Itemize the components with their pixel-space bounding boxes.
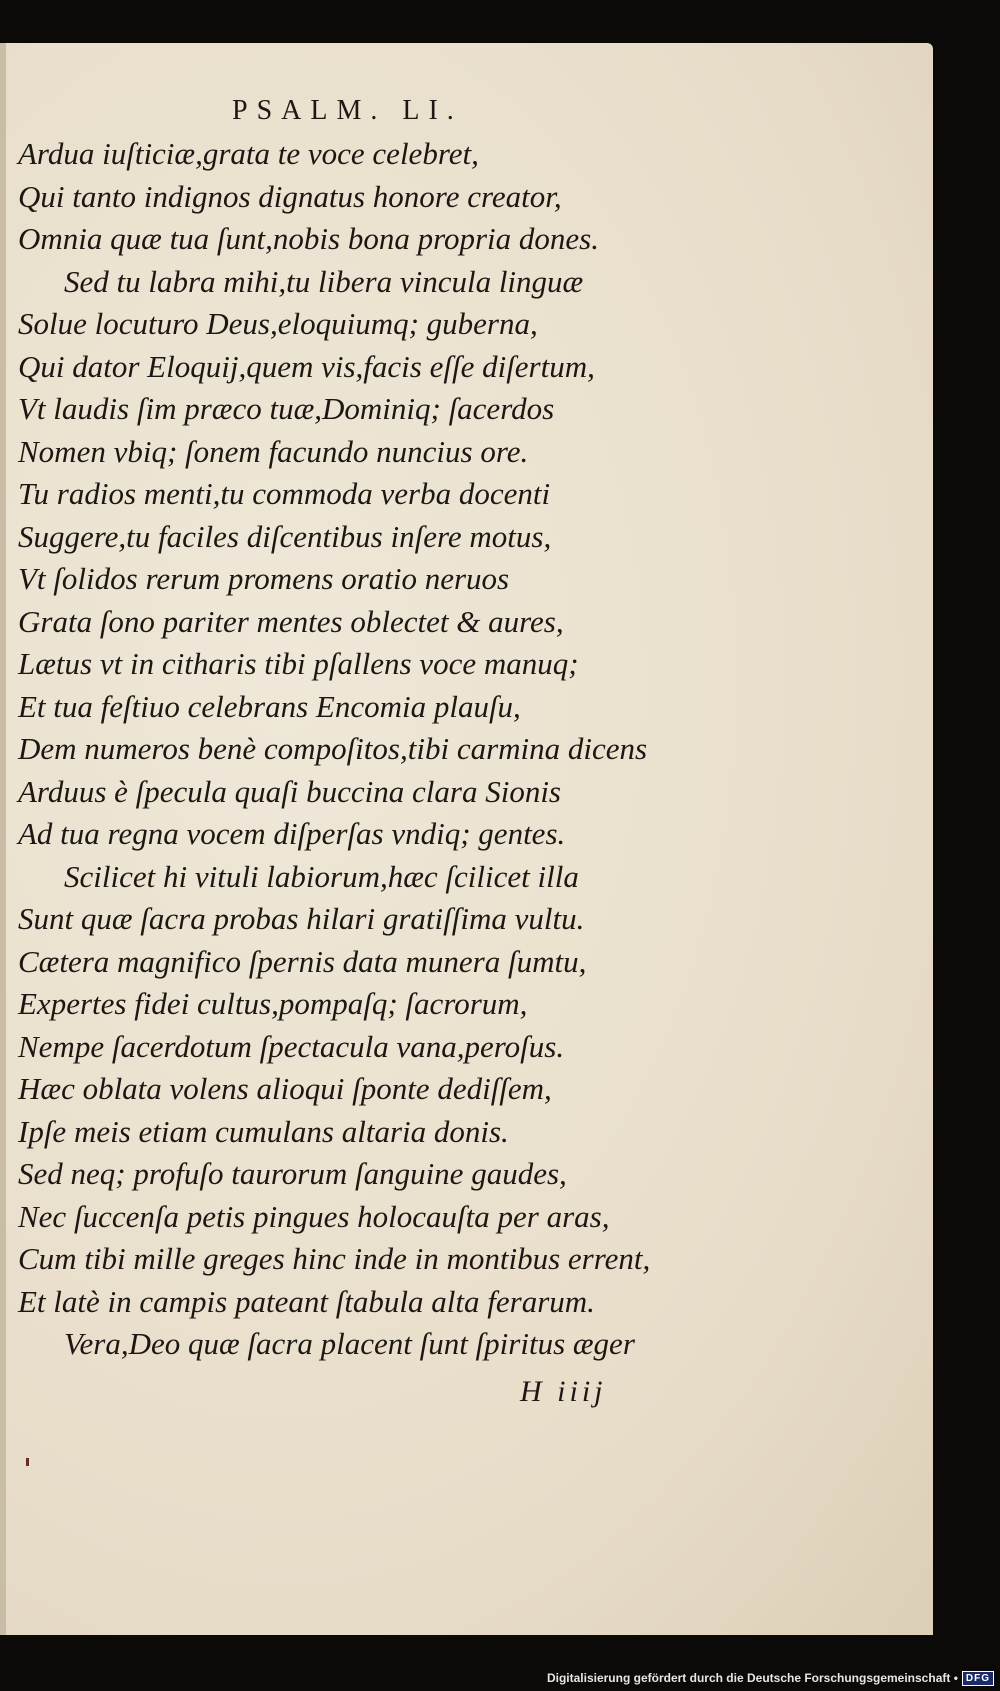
verse-line: Solue locuturo Deus,eloquiumq; guberna, (18, 306, 538, 341)
verse-line: Et tua feſtiuo celebrans Encomia plauſu, (18, 688, 521, 724)
verse-line: Scilicet hi vituli labiorum,hæc ſcilicet illa (64, 858, 579, 894)
page-edge (0, 43, 6, 1635)
verse-line: Ipſe meis etiam cumulans altaria donis. (18, 1113, 509, 1149)
verse-line: Dem numeros benè compoſitos,tibi carmina dicens (18, 731, 648, 766)
footer-credit: Digitalisierung gefördert durch die Deutsche Forschungsgemeinschaft • (546, 1671, 958, 1685)
digitization-footer (547, 1665, 994, 1691)
verse-line: Qui dator Eloquij,quem vis,facis eſſe diſertum, (18, 348, 595, 384)
verse-line: Sed tu labra mihi,tu libera vincula linguæ (64, 263, 584, 299)
signature-mark: H iiij (520, 1375, 607, 1408)
verse-line: Expertes fidei cultus,pompaſq; ſacrorum, (18, 986, 528, 1021)
verse-line: Sunt quæ ſacra probas hilari gratiſſima vultu. (18, 901, 585, 936)
verse-line: Vera,Deo quæ ſacra placent ſunt ſpiritus æger (64, 1326, 635, 1361)
ink-speck (26, 1458, 29, 1466)
verse-line: Nempe ſacerdotum ſpectacula vana,peroſus. (18, 1028, 565, 1064)
dfg-logo: DFG (962, 1671, 994, 1686)
verse-line: Nomen vbiq; ſonem facundo nuncius ore. (18, 433, 529, 469)
verse-line: Suggere,tu faciles diſcentibus inſere motus, (18, 518, 552, 554)
verse-text (18, 133, 918, 1366)
verse-line: Omnia quæ tua ſunt,nobis bona propria dones. (18, 221, 599, 256)
verse-line: Sed neq; profuſo taurorum ſanguine gaudes, (18, 1156, 567, 1191)
verse-line: Cum tibi mille greges hinc inde in montibus errent, (18, 1241, 651, 1276)
verse-line: Cætera magnifico ſpernis data munera ſumtu, (18, 943, 587, 979)
verse-line: Ad tua regna vocem diſperſas vndiq; gentes. (18, 816, 566, 851)
verse-line: Vt ſolidos rerum promens oratio neruos (18, 561, 510, 596)
verse-line: Ardua iuſticiæ,grata te voce celebret, (18, 136, 479, 171)
verse-line: Tu radios menti,tu commoda verba docenti (18, 476, 551, 511)
verse-line: Arduus è ſpecula quaſi buccina clara Sionis (18, 773, 561, 809)
verse-line: Qui tanto indignos dignatus honore creator, (18, 178, 562, 214)
verse-line: Lætus vt in citharis tibi pſallens voce manuq; (18, 646, 579, 681)
verse-line: Grata ſono pariter mentes oblectet & aures, (18, 603, 564, 639)
verse-line: Vt laudis ſim præco tuæ,Dominiq; ſacerdos (18, 391, 555, 426)
running-header: PSALM. LI. (232, 95, 463, 126)
verse-line: Nec ſuccenſa petis pingues holocauſta per aras, (18, 1198, 610, 1234)
verse-line: Hæc oblata volens alioqui ſponte dediſſem, (18, 1071, 552, 1106)
verse-line: Et latè in campis pateant ſtabula alta ferarum. (18, 1283, 595, 1319)
